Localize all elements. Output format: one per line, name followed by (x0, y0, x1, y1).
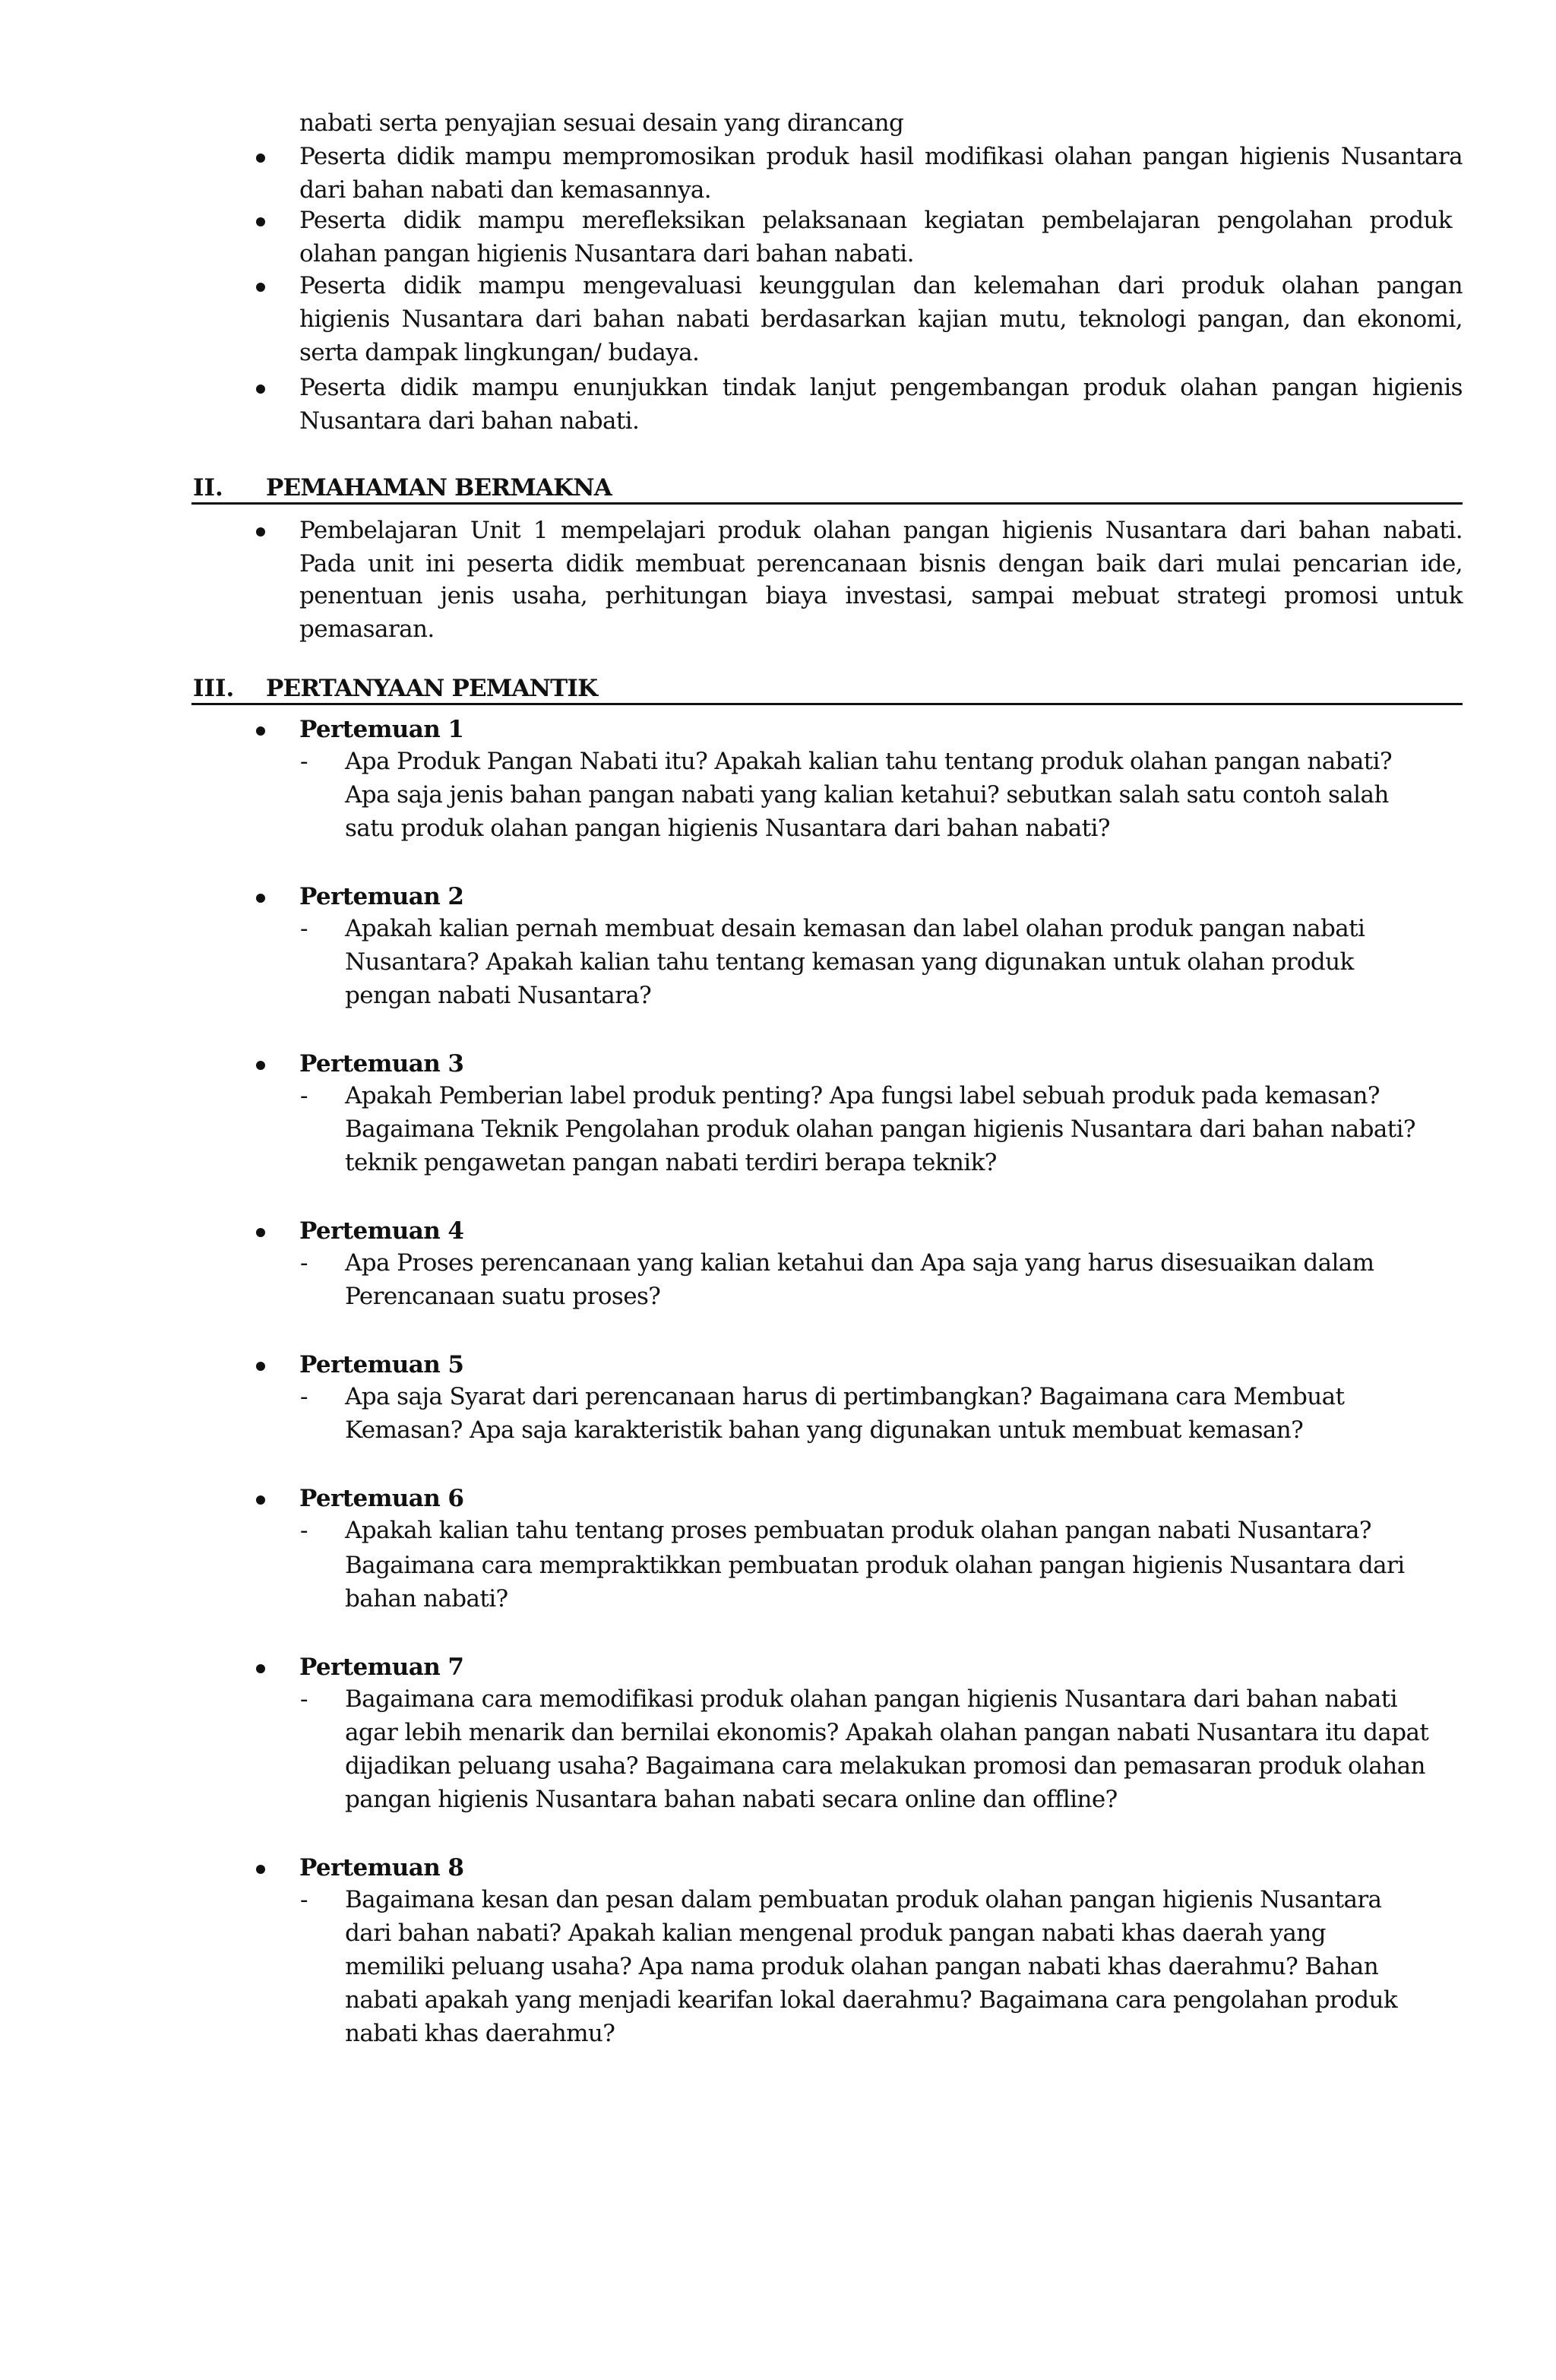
section-2-line-1: Pembelajaran Unit 1 mempelajari produk olahan pangan higienis Nusantara dari bahan nabati. (299, 517, 1463, 544)
bullet-dot (256, 1664, 265, 1673)
meeting-8-line-5: nabati khas daerahmu? (345, 2020, 615, 2047)
meeting-6-line-2: Bagaimana cara mempraktikkan pembuatan produk olahan pangan higienis Nusantara dari (345, 1552, 1405, 1579)
bullet-dot (256, 1362, 265, 1371)
meeting-1-title: Pertemuan 1 (299, 716, 464, 743)
section-2-line-3: penentuan jenis usaha, perhitungan biaya investasi, sampai mebuat strategi promosi untuk (299, 582, 1463, 609)
meeting-7-line-1: Bagaimana cara memodifikasi produk olahan pangan higienis Nusantara dari bahan nabati (345, 1685, 1397, 1713)
section-2-title: PEMAHAMAN BERMAKNA (266, 474, 612, 502)
meeting-4-title: Pertemuan 4 (299, 1217, 464, 1245)
meeting-8-line-3: memiliki peluang usaha? Apa nama produk olahan pangan nabati khas daerahmu? Bahan (345, 1953, 1379, 1980)
meeting-8-line-1: Bagaimana kesan dan pesan dalam pembuatan produk olahan pangan higienis Nusantara (345, 1886, 1382, 1913)
meeting-1-line-3: satu produk olahan pangan higienis Nusantara dari bahan nabati? (345, 815, 1110, 842)
intro-bullet-3-line-3: serta dampak lingkungan/ budaya. (299, 339, 700, 366)
bullet-dot (256, 1228, 265, 1237)
intro-bullet-4-line-1: Peserta didik mampu enunjukkan tindak lanjut pengembangan produk olahan pangan higienis (299, 374, 1463, 401)
dash-marker: - (300, 1082, 308, 1109)
meeting-7-title: Pertemuan 7 (299, 1654, 464, 1681)
bullet-dot (256, 1495, 265, 1505)
meeting-4-line-2: Perencanaan suatu proses? (345, 1283, 661, 1310)
meeting-8-title: Pertemuan 8 (299, 1854, 464, 1882)
meeting-2-line-1: Apakah kalian pernah membuat desain kemasan dan label olahan produk pangan nabati (345, 915, 1365, 942)
intro-bullet-1-line-1: Peserta didik mampu mempromosikan produk hasil modifikasi olahan pangan higienis Nusantara (299, 143, 1463, 170)
intro-bullet-3-line-1: Peserta didik mampu mengevaluasi keunggulan dan kelemahan dari produk olahan pangan (299, 272, 1463, 299)
meeting-7-line-4: pangan higienis Nusantara bahan nabati secara online dan offline? (345, 1786, 1118, 1813)
section-2-rule (191, 502, 1463, 505)
meeting-8-line-2: dari bahan nabati? Apakah kalian mengenal produk pangan nabati khas daerah yang (345, 1920, 1326, 1947)
dash-marker: - (300, 1383, 308, 1410)
meeting-3-title: Pertemuan 3 (299, 1050, 464, 1078)
intro-continuation: nabati serta penyajian sesuai desain yang dirancang (299, 109, 904, 137)
section-2-line-2: Pada unit ini peserta didik membuat perencanaan bisnis dengan baik dari mulai pencarian ide, (299, 550, 1463, 578)
intro-bullet-3-line-2: higienis Nusantara dari bahan nabati berdasarkan kajian mutu, teknologi pangan, dan ekonomi, (299, 305, 1463, 333)
meeting-5-line-2: Kemasan? Apa saja karakteristik bahan yang digunakan untuk membuat kemasan? (345, 1416, 1304, 1444)
meeting-6-title: Pertemuan 6 (299, 1485, 464, 1512)
bullet-dot (256, 1865, 265, 1874)
dash-marker: - (300, 1886, 308, 1913)
dash-marker: - (300, 748, 308, 775)
meeting-3-line-2: Bagaimana Teknik Pengolahan produk olahan pangan higienis Nusantara dari bahan nabati? (345, 1116, 1415, 1143)
intro-bullet-4-line-2: Nusantara dari bahan nabati. (299, 407, 640, 435)
bullet-dot (256, 894, 265, 903)
bullet-dot (256, 726, 265, 736)
bullet-dot (256, 153, 265, 163)
meeting-5-line-1: Apa saja Syarat dari perencanaan harus di pertimbangkan? Bagaimana cara Membuat (345, 1383, 1345, 1410)
meeting-5-title: Pertemuan 5 (299, 1351, 464, 1378)
meeting-8-line-4: nabati apakah yang menjadi kearifan lokal daerahmu? Bagaimana cara pengolahan produk (345, 1986, 1398, 2014)
meeting-3-line-3: teknik pengawetan pangan nabati terdiri berapa teknik? (345, 1149, 997, 1176)
intro-bullet-1-line-2: dari bahan nabati dan kemasannya. (299, 176, 712, 204)
dash-marker: - (300, 1685, 308, 1713)
dash-marker: - (300, 915, 308, 942)
bullet-dot (256, 385, 265, 394)
bullet-dot (256, 283, 265, 292)
section-3-title: PERTANYAAN PEMANTIK (266, 675, 598, 702)
bullet-dot (256, 217, 265, 226)
meeting-4-line-1: Apa Proses perencanaan yang kalian ketahui dan Apa saja yang harus disesuaikan dalam (345, 1249, 1374, 1277)
section-2-number: II. (193, 474, 223, 502)
meeting-6-line-1: Apakah kalian tahu tentang proses pembuatan produk olahan pangan nabati Nusantara? (345, 1517, 1371, 1544)
meeting-2-line-2: Nusantara? Apakah kalian tahu tentang kemasan yang digunakan untuk olahan produk (345, 948, 1354, 976)
meeting-3-line-1: Apakah Pemberian label produk penting? Apa fungsi label sebuah produk pada kemasan? (345, 1082, 1380, 1109)
meeting-7-line-2: agar lebih menarik dan bernilai ekonomis? Apakah olahan pangan nabati Nusantara itu dapat (345, 1719, 1429, 1746)
intro-bullet-2-line-2: olahan pangan higienis Nusantara dari bahan nabati. (299, 240, 914, 267)
meeting-1-line-1: Apa Produk Pangan Nabati itu? Apakah kalian tahu tentang produk olahan pangan nabati? (345, 748, 1392, 775)
meeting-1-line-2: Apa saja jenis bahan pangan nabati yang kalian ketahui? sebutkan salah satu contoh salah (345, 781, 1389, 809)
section-3-number: III. (193, 675, 235, 702)
bullet-dot (256, 1061, 265, 1070)
intro-bullet-2-line-1: Peserta didik mampu merefleksikan pelaksanaan kegiatan pembelajaran pengolahan produk (299, 207, 1452, 234)
bullet-dot (256, 527, 265, 536)
meeting-2-line-3: pengan nabati Nusantara? (345, 982, 652, 1009)
section-2-line-4: pemasaran. (299, 616, 435, 643)
meeting-6-line-3: bahan nabati? (345, 1585, 508, 1613)
meeting-7-line-3: dijadikan peluang usaha? Bagaimana cara melakukan promosi dan pemasaran produk olahan (345, 1752, 1425, 1780)
dash-marker: - (300, 1517, 308, 1544)
section-3-rule (191, 703, 1463, 705)
dash-marker: - (300, 1249, 308, 1277)
meeting-2-title: Pertemuan 2 (299, 883, 464, 910)
